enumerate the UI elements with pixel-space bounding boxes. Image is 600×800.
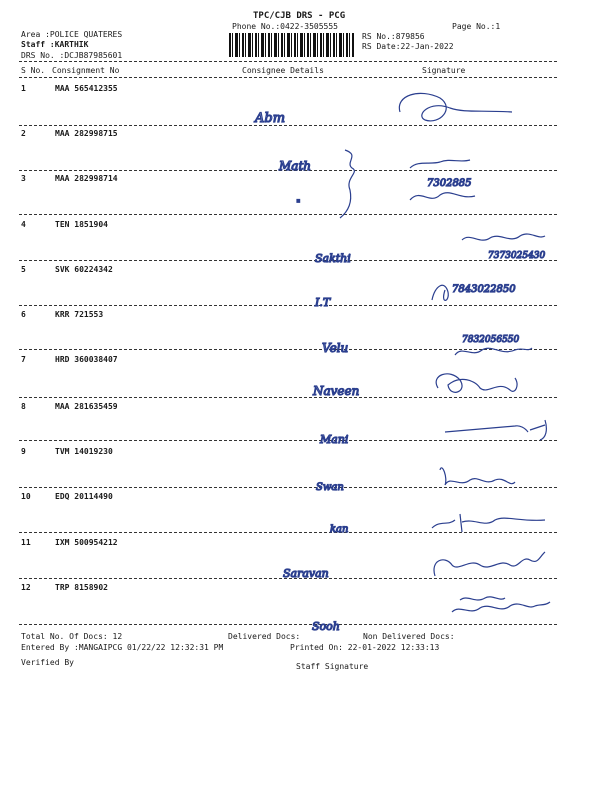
consignment-number: IXM 500954212 [55,538,118,547]
consignment-number: TVM 14019230 [55,447,113,456]
consignment-number: HRD 360038407 [55,355,118,364]
signature-scribble [410,160,470,168]
col-consignment: Consignment No [52,66,120,75]
row-number: 4 [21,220,26,229]
consignment-number: MAA 282998714 [55,174,118,183]
total-docs: Total No. Of Docs: 12 [21,632,123,641]
delivered-docs: Delivered Docs: [228,632,301,641]
handwritten-phone: 7843022850 [452,284,516,295]
drs-number: DRS No. :DCJB87985601 [21,51,123,60]
sheet-title: TPC/CJB DRS - PCG [253,11,346,21]
handwritten-name: I.T [315,296,331,309]
handwritten-name: Swan [316,482,344,493]
signature-scribble [445,420,546,440]
handwritten-name: Math [279,159,311,173]
signature-scribble [432,514,545,532]
area-label: Area :POLICE QUATERES [21,30,123,39]
handwritten-phone: 7832056550 [462,335,520,345]
row-number: 7 [21,355,26,364]
handwritten-phone: 7302885 [427,178,472,189]
printed-on: Printed On: 22-01-2022 12:33:13 [290,643,440,652]
signature-scribble [462,234,545,240]
staff-signature: Staff Signature [296,662,369,671]
signature-scribble [440,468,515,485]
handwritten-name: Abm [255,111,286,126]
non-delivered-docs: Non Delivered Docs: [363,632,455,641]
row-number: 11 [21,538,31,547]
signature-scribble [436,374,517,392]
rs-date: RS Date:22-Jan-2022 [362,42,454,51]
phone-number: Phone No.:0422-3505555 [232,22,338,31]
signature-scribble [399,93,512,121]
handwritten-name: Sooh [312,620,340,633]
row-number: 12 [21,583,31,592]
handwritten-name: Velu [322,341,349,355]
consignment-number: MAA 282998715 [55,129,118,138]
row-number: 8 [21,402,26,411]
ditto-mark: " [296,199,301,210]
signature-scribble [455,348,532,355]
col-sno: S No. [21,66,46,75]
entered-by: Entered By :MANGAIPCG 01/22/22 12:32:31 PM [21,643,224,652]
signature-scribble [452,597,550,612]
row-number: 3 [21,174,26,183]
consignment-number: MAA 565412355 [55,84,118,93]
row-number: 1 [21,84,26,93]
consignment-number: TRP 8158902 [55,583,108,592]
handwritten-name: kan [330,524,349,535]
handwritten-name: Mani [320,433,349,446]
handwritten-name: Naveen [313,384,360,398]
row-number: 9 [21,447,26,456]
consignment-number: TEN 1851904 [55,220,108,229]
consignment-number: SVK 60224342 [55,265,113,274]
staff-label: Staff :KARTHIK [21,40,89,49]
brace-mark [340,150,354,218]
rs-number: RS No.:879856 [362,32,425,41]
row-number: 5 [21,265,26,274]
page-number: Page No.:1 [452,22,501,31]
consignment-number: EDQ 20114490 [55,492,113,501]
verified-by: Verified By [21,658,74,667]
handwritten-name: Sakthi [315,252,351,265]
row-number: 10 [21,492,31,501]
row-number: 6 [21,310,26,319]
handwritten-phone: 7373025430 [488,251,546,261]
consignment-number: KRR 721553 [55,310,104,319]
row-number: 2 [21,129,26,138]
signature-scribble [410,193,475,200]
signature-scribble [434,552,545,576]
handwritten-name: Saravan [283,567,329,580]
col-signature: Signature [422,66,466,75]
consignment-number: MAA 281635459 [55,402,118,411]
col-consignee: Consignee Details [242,66,324,75]
signature-scribble [432,285,448,300]
